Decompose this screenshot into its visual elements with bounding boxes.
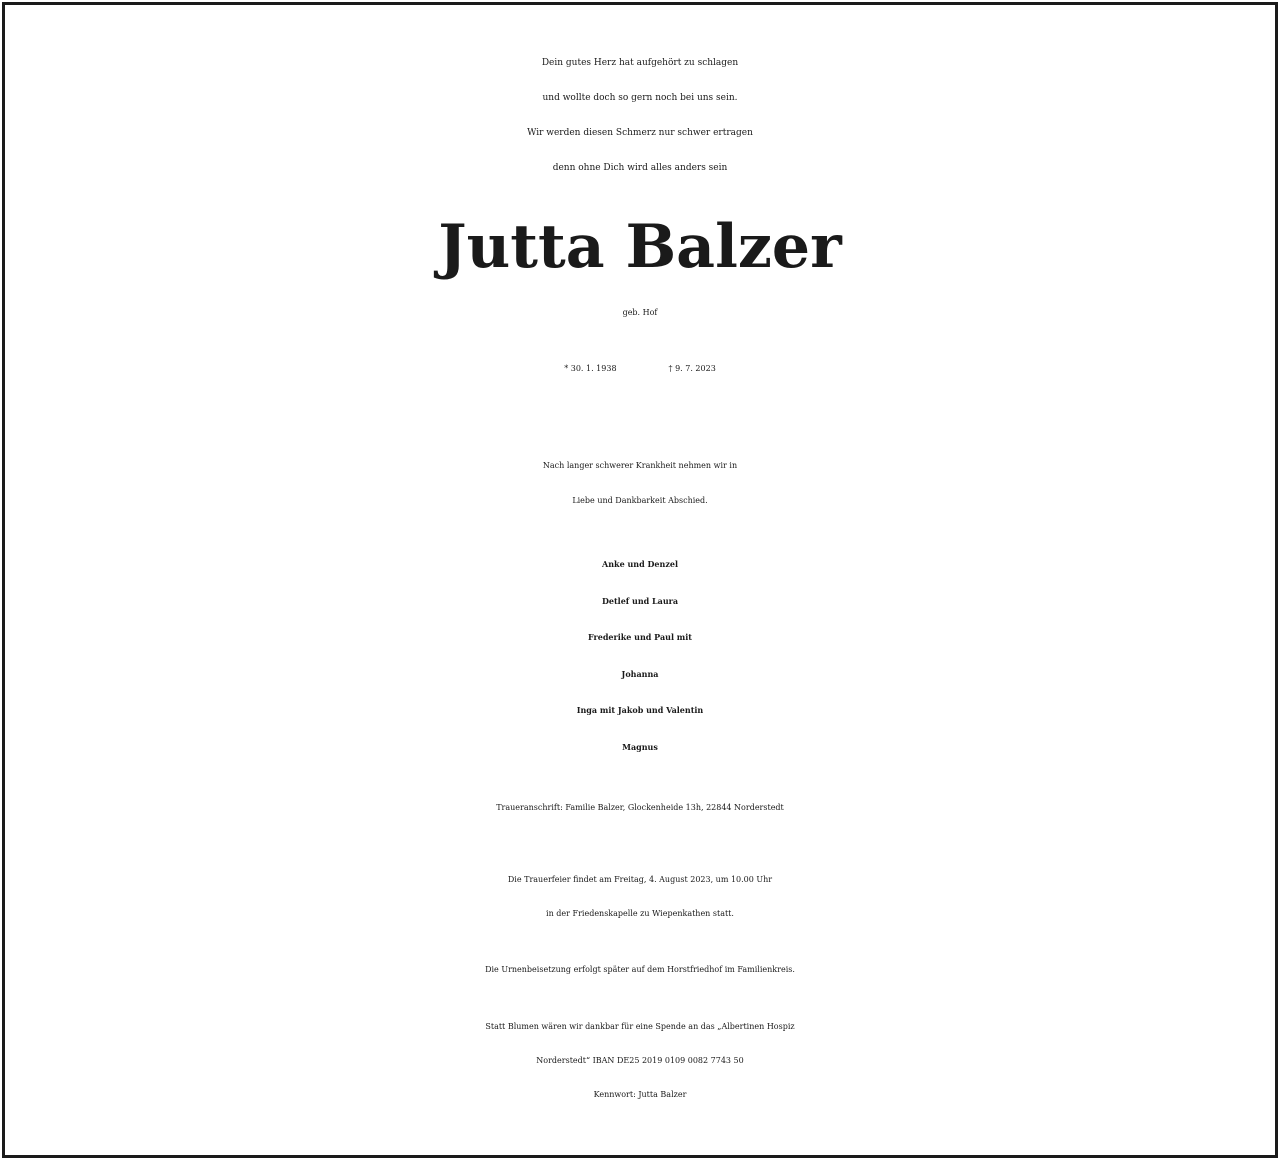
mourner-name: Inga mit Jakob und Valentin — [576, 705, 704, 715]
farewell-line: Nach langer schwerer Krankheit nehmen wir in — [542, 461, 738, 470]
donation-line: Statt Blumen wären wir dankbar für eine Spende an das „Albertinen Hospiz — [485, 1022, 795, 1031]
death-date: † 9. 7. 2023 — [668, 364, 716, 373]
poem-line: denn ohne Dich wird alles anders sein — [552, 163, 728, 173]
donation-keyword: Kennwort: Jutta Balzer — [593, 1090, 687, 1099]
mourner-name: Frederike und Paul mit — [587, 632, 693, 642]
mourner-name: Magnus — [622, 742, 658, 752]
mourner-name: Johanna — [621, 669, 659, 679]
mourner-name: Anke und Denzel — [602, 559, 678, 569]
deceased-name: Jutta Balzer — [438, 212, 842, 282]
mourner-name: Detlef und Laura — [601, 596, 679, 606]
donation-line: Norderstedt“ IBAN DE25 2019 0109 0082 7743 50 — [536, 1056, 744, 1065]
maiden-name: geb. Hof — [622, 308, 658, 317]
service-line: Die Trauerfeier findet am Freitag, 4. August 2023, um 10.00 Uhr — [507, 875, 773, 884]
birth-date: * 30. 1. 1938 — [564, 364, 617, 373]
life-dates — [0, 352, 1280, 386]
farewell-line: Liebe und Dankbarkeit Abschied. — [572, 496, 708, 505]
mourning-address: Traueranschrift: Familie Balzer, Glockenheide 13h, 22844 Norderstedt — [496, 803, 784, 812]
burial-notice: Die Urnenbeisetzung erfolgt später auf dem Horstfriedhof im Familienkreis. — [485, 965, 795, 974]
poem-line: Wir werden diesen Schmerz nur schwer ertragen — [527, 128, 753, 138]
poem-line: und wollte doch so gern noch bei uns sein. — [542, 93, 738, 103]
service-line: in der Friedenskapelle zu Wiepenkathen statt. — [546, 909, 734, 918]
poem-line: Dein gutes Herz hat aufgehört zu schlagen — [541, 58, 739, 68]
